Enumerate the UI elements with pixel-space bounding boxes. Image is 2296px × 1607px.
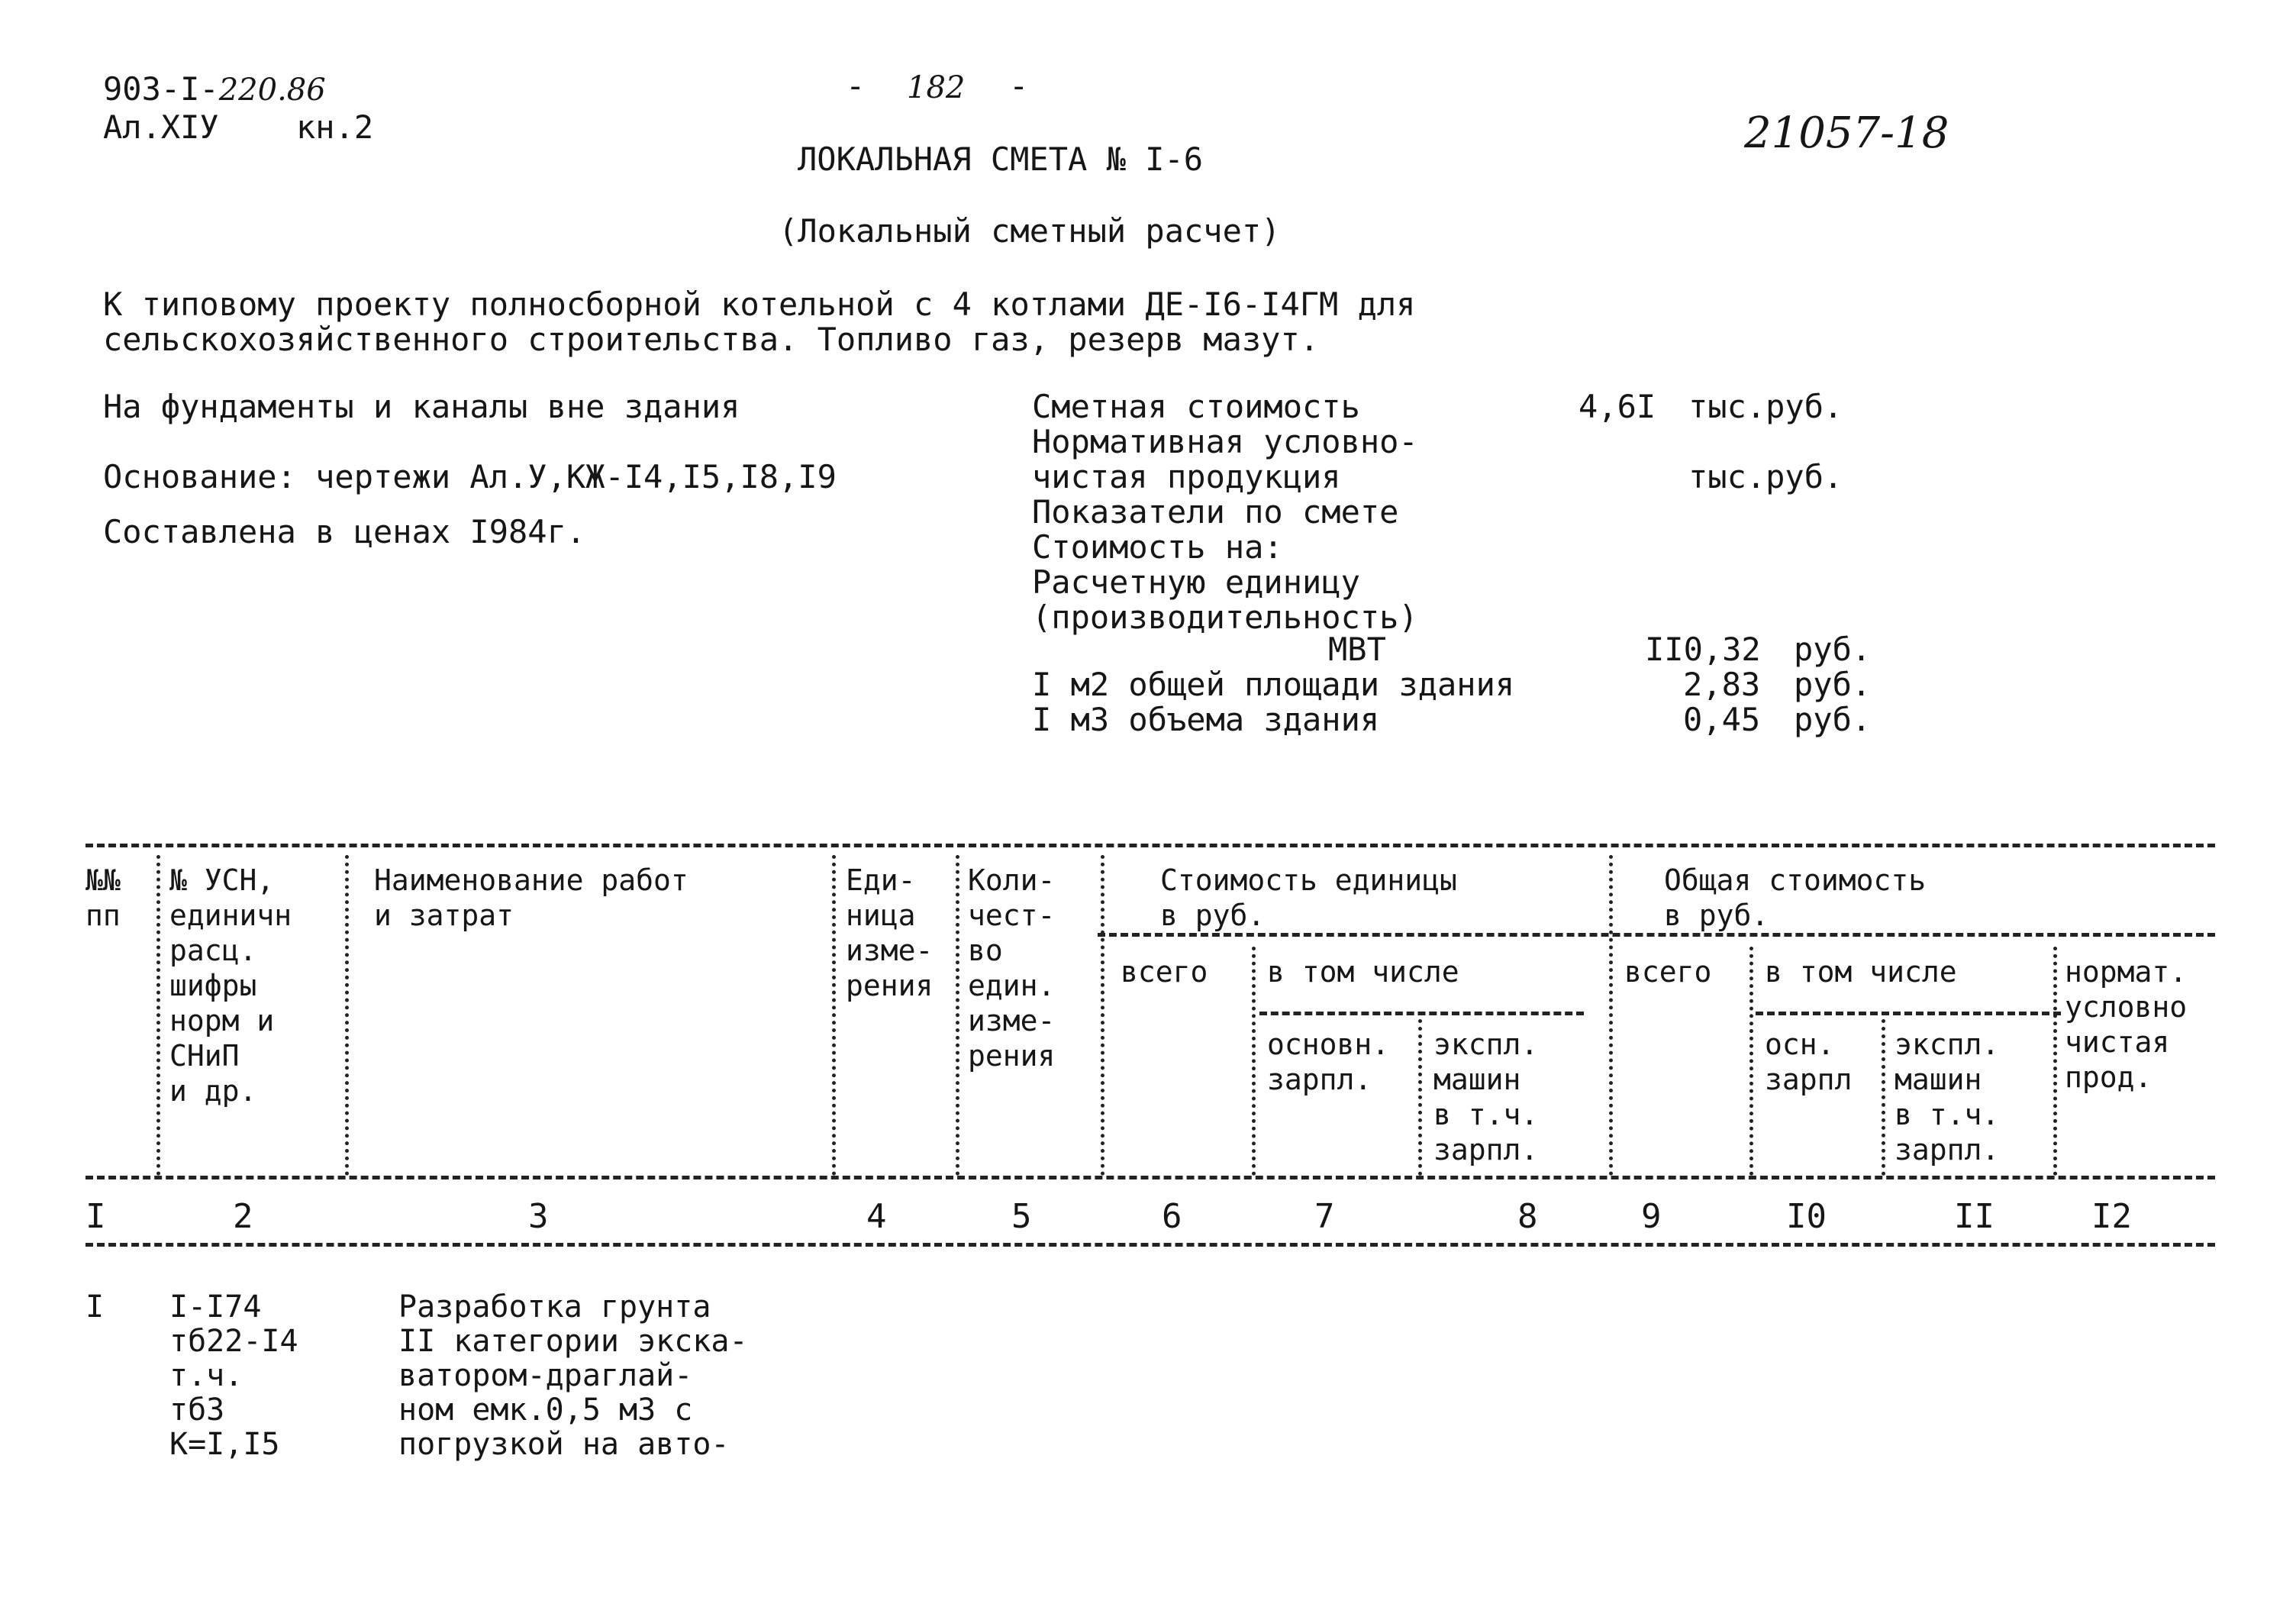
col-header-norm-product: нормат. условно чистая прод. — [2065, 955, 2188, 1094]
capacity-label: (производительность) — [1032, 599, 1418, 636]
column-number: 3 — [528, 1197, 549, 1236]
col-header-total-machines: экспл. машин в т.ч. зарпл. — [1895, 1028, 2000, 1167]
area-unit: руб. — [1794, 666, 1872, 703]
table-row-number: I — [85, 1289, 105, 1325]
col-header-unit-base-salary: основн. зарпл. — [1267, 1028, 1390, 1096]
col-header-total-including: в том числе — [1765, 955, 1957, 989]
col-header-unit: Еди- ница изме- рения — [846, 863, 934, 1002]
column-number: 6 — [1162, 1197, 1182, 1236]
col-header-unit-machines: экспл. машин в т.ч. зарпл. — [1433, 1028, 1539, 1167]
header-bottom-border — [85, 1176, 2215, 1179]
estimate-title: ЛОКАЛЬНАЯ СМЕТА № I-6 — [798, 140, 1204, 178]
area-value: 2,83 — [1683, 666, 1761, 703]
table-row-code: I-I74 тб22-I4 т.ч. тб3 К=I,I5 — [169, 1289, 298, 1462]
column-number: 4 — [866, 1197, 887, 1236]
column-numbers-border — [85, 1243, 2215, 1247]
col-header-work-name: Наименование работ и затрат — [374, 863, 688, 932]
col-header-code: № УСН, единичн расц. шифры норм и СНиП и др. — [169, 863, 292, 1108]
col-sep-5 — [1101, 855, 1104, 1176]
unit-subgroup-underline — [1259, 1012, 1584, 1015]
column-number: 8 — [1517, 1197, 1538, 1236]
total-subgroup-underline — [1756, 1012, 2061, 1015]
mw-value: II0,32 — [1645, 631, 1761, 668]
cost-per-label: Стоимость на: — [1032, 528, 1283, 566]
col-sep-8 — [1609, 855, 1613, 1176]
column-number: I — [85, 1197, 106, 1236]
norm-product-line-1: Нормативная условно- — [1032, 423, 1418, 460]
col-sep-4 — [956, 855, 959, 1176]
column-number: 7 — [1314, 1197, 1335, 1236]
project-line-2: сельскохозяйственного строительства. Топливо газ, резерв мазут. — [103, 321, 1320, 358]
col-header-total-cost-group: Общая стоимость в руб. — [1664, 863, 1927, 932]
book-label: кн.2 — [296, 108, 374, 146]
column-number: 2 — [233, 1197, 253, 1236]
col-sep-7 — [1418, 1019, 1422, 1176]
album-label: Ал.XIУ — [103, 108, 219, 146]
column-number: 5 — [1011, 1197, 1032, 1236]
estimate-subject: На фундаменты и каналы вне здания — [103, 388, 740, 425]
column-number: II — [1954, 1197, 1994, 1236]
col-header-unit-total: всего — [1121, 955, 1208, 989]
table-row-work-name: Разработка грунта II категории экска- ватором-драглай- ном емк.0,5 м3 с погрузкой на авто- — [398, 1289, 748, 1462]
col-sep-2 — [345, 855, 349, 1176]
calc-unit-label: Расчетную единицу — [1032, 563, 1360, 601]
cost-group-underline — [1098, 933, 2215, 937]
volume-label: I м3 объема здания — [1032, 701, 1380, 738]
project-line-1: К типовому проекту полносборной котельной с 4 котлами ДЕ-I6-I4ГМ для — [103, 286, 1416, 323]
col-sep-10 — [1882, 1019, 1885, 1176]
col-header-quantity: Коли- чест- во един. изме- рения — [968, 863, 1056, 1073]
volume-value: 0,45 — [1683, 701, 1761, 738]
col-sep-11 — [2053, 947, 2057, 1176]
page-number: 182 — [907, 70, 966, 105]
column-number: I0 — [1786, 1197, 1827, 1236]
col-sep-6 — [1252, 947, 1256, 1176]
volume-unit: руб. — [1794, 701, 1872, 738]
registration-number: 21057-18 — [1744, 108, 1949, 158]
document-code-handwritten: 220.86 — [218, 73, 326, 108]
table-top-border — [85, 844, 2215, 847]
cost-value: 4,6I — [1578, 388, 1656, 425]
col-sep-3 — [832, 855, 836, 1176]
norm-product-line-2: чистая продукция — [1032, 458, 1341, 495]
mw-label: МВТ — [1328, 631, 1386, 668]
col-header-total: всего — [1624, 955, 1712, 989]
document-code — [103, 70, 326, 108]
document-code-printed: 903-I- — [103, 70, 219, 108]
area-label: I м2 общей площади здания — [1032, 666, 1515, 703]
column-number: I2 — [2091, 1197, 2132, 1236]
col-header-number: №№ пп — [85, 863, 121, 932]
col-header-unit-cost-group: Стоимость единицы в руб. — [1160, 863, 1457, 932]
col-header-unit-including: в том числе — [1267, 955, 1459, 989]
estimate-subtitle: (Локальный сметный расчет) — [779, 212, 1281, 250]
page-dash-left: - — [846, 67, 866, 105]
col-sep-1 — [156, 855, 160, 1176]
norm-product-unit: тыс.руб. — [1688, 458, 1843, 495]
page-dash-right: - — [1009, 67, 1029, 105]
col-header-total-base-salary: осн. зарпл — [1765, 1028, 1853, 1096]
mw-unit: руб. — [1794, 631, 1872, 668]
col-sep-9 — [1749, 947, 1753, 1176]
indicators-label: Показатели по смете — [1032, 493, 1399, 531]
estimate-basis: Основание: чертежи Ал.У,КЖ-I4,I5,I8,I9 — [103, 458, 837, 495]
cost-unit: тыс.руб. — [1688, 388, 1843, 425]
cost-label: Сметная стоимость — [1032, 388, 1360, 425]
estimate-prices: Составлена в ценах I984г. — [103, 513, 586, 550]
column-number: 9 — [1641, 1197, 1662, 1236]
